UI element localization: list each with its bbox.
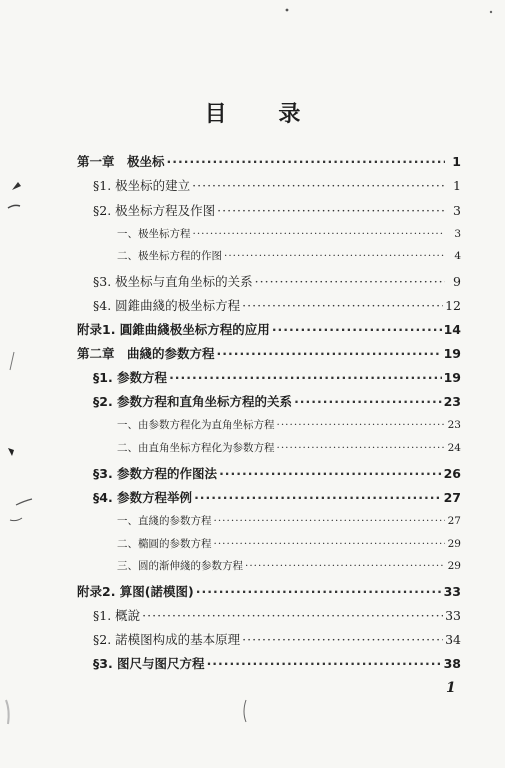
toc-page-number: 38 xyxy=(443,656,461,671)
toc-entry-label: §3. 极坐标与直角坐标的关系 xyxy=(93,274,253,289)
toc-entry-label: 二、橢圓的参数方程 xyxy=(117,538,212,550)
toc-page-number: 23 xyxy=(443,394,461,409)
toc-page-number: 23 xyxy=(447,419,461,431)
toc-entry-label: §2. 諾模图构成的基本原理 xyxy=(93,632,241,647)
toc-entry-label: 附录2. 算图(諾模图) xyxy=(77,584,194,599)
toc-page-number: 9 xyxy=(453,274,461,289)
toc-entry-label: §3. 图尺与图尺方程 xyxy=(93,656,205,671)
toc-page-number: 26 xyxy=(443,466,461,481)
toc-entry-label: §2. 极坐标方程及作图 xyxy=(93,203,216,218)
toc-page-number: 29 xyxy=(447,560,461,572)
toc-entry-label: §4. 圆錐曲綫的极坐标方程 xyxy=(93,298,241,313)
toc-entry-label: 一、由参数方程化为直角坐标方程 xyxy=(117,419,275,431)
toc-page-number: 12 xyxy=(445,298,461,313)
page-title: 目 录 xyxy=(204,102,323,127)
toc-entry-label: §4. 参数方程举例 xyxy=(93,490,193,505)
toc-page-number: 29 xyxy=(447,538,461,550)
toc-entry-label: §1. 参数方程 xyxy=(93,370,168,385)
toc-page-number: 3 xyxy=(454,228,461,240)
toc-entry-label: 第一章 极坐标 xyxy=(77,154,165,169)
toc-page-number: 4 xyxy=(454,250,461,262)
toc-entry-label: §3. 参数方程的作图法 xyxy=(93,466,218,481)
toc-page-number: 33 xyxy=(445,608,461,623)
toc-entry-label: §1. 极坐标的建立 xyxy=(93,178,191,193)
toc-page-number: 34 xyxy=(445,632,461,647)
toc-entry-label: 附录1. 圓錐曲綫极坐标方程的应用 xyxy=(77,322,270,337)
page-folio-number: 1 xyxy=(446,680,456,696)
toc-entry-label: 三、圆的渐伸綫的参数方程 xyxy=(117,560,243,572)
toc-page-number: 19 xyxy=(443,346,461,361)
toc-entry-label: §2. 参数方程和直角坐标方程的关系 xyxy=(93,394,293,409)
toc-entry-label: 一、直綫的参数方程 xyxy=(117,515,212,527)
toc-page-number: 24 xyxy=(447,442,461,454)
toc-page-number: 19 xyxy=(443,370,461,385)
toc-page-number: 27 xyxy=(447,515,461,527)
toc-page-number: 14 xyxy=(443,322,461,337)
toc-entry-label: 二、由直角坐标方程化为参数方程 xyxy=(117,442,275,454)
toc-page-number: 1 xyxy=(453,178,461,193)
toc-entry-label: §1. 概說 xyxy=(93,608,141,623)
toc-page-number: 1 xyxy=(452,154,461,169)
toc-page-number: 27 xyxy=(443,490,461,505)
toc-entry-label: 一、极坐标方程 xyxy=(117,228,191,240)
toc-page-number: 33 xyxy=(443,584,461,599)
toc-page-number: 3 xyxy=(453,203,461,218)
toc-entry-label: 第二章 曲綫的参数方程 xyxy=(77,346,215,361)
toc-entry-label: 二、极坐标方程的作图 xyxy=(117,250,222,262)
